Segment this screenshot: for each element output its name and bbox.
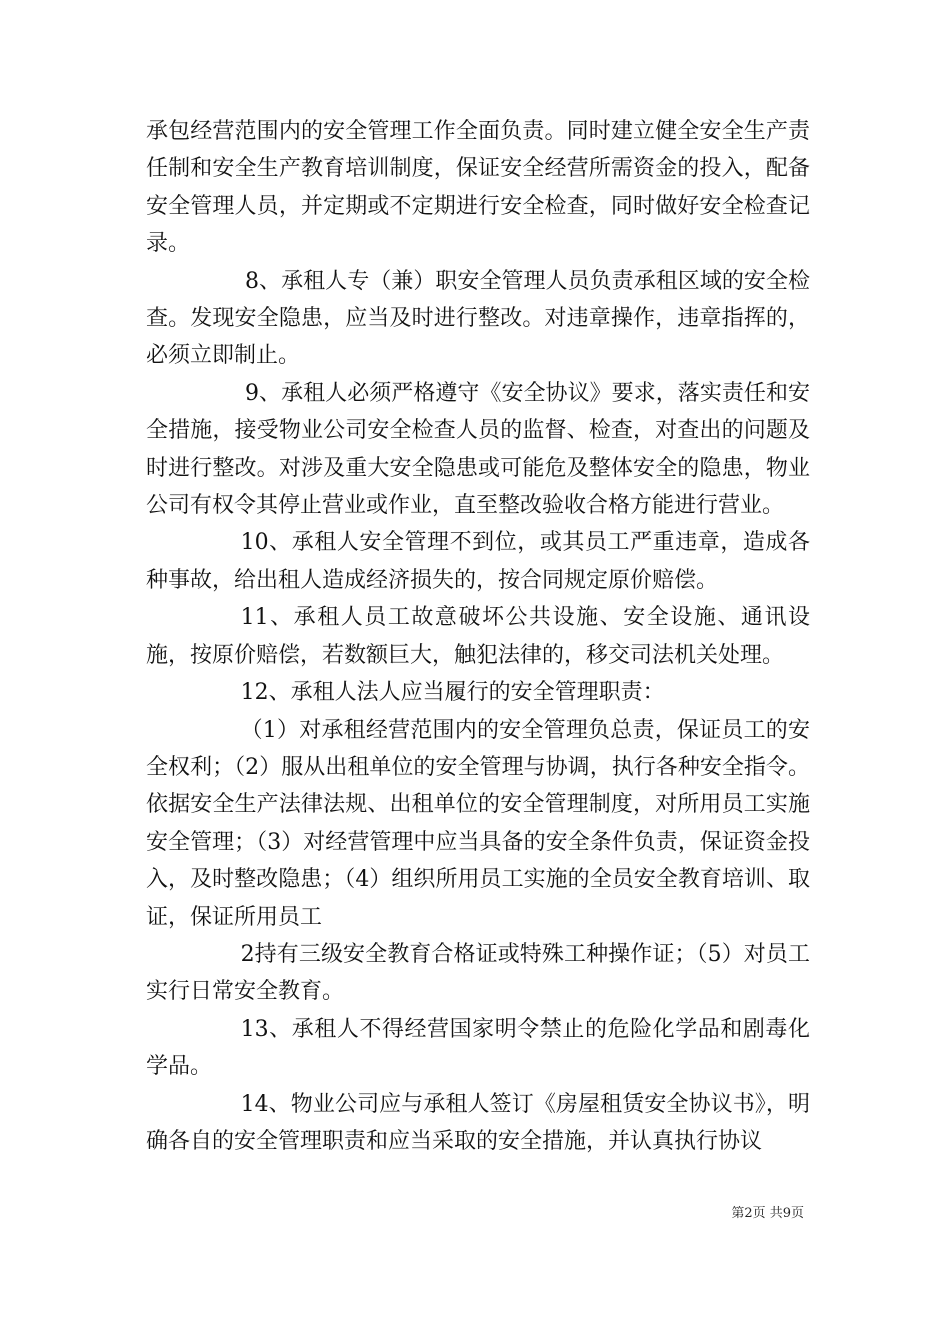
paragraph-14: 14、物业公司应与承租人签订《房屋租赁安全协议书》，明确各自的安全管理职责和应当采取的安全措施，并认真执行协议	[146, 1091, 810, 1154]
paragraph-13: 13、承租人不得经营国家明令禁止的危险化学品和剧毒化学品。	[146, 1016, 810, 1080]
paragraph-9: 9、承租人必须严格遵守《安全协议》要求，落实责任和安全措施，接受物业公司安全检查人员的监督、检查，对查出的问题及时进行整改。对涉及重大安全隐患或可能危及整体安全的隐患，物业公司有权令其停止营业或作业，直至整改验收合格方能进行营业。	[146, 380, 810, 519]
paragraph-12-continued: 2持有三级安全教育合格证或特殊工种操作证；（5）对员工实行日常安全教育。	[146, 941, 810, 1005]
paragraph-11: 11、承租人员工故意破坏公共设施、安全设施、通讯设施，按原价赔偿，若数额巨大，触犯法律的，移交司法机关处理。	[146, 605, 810, 668]
paragraph-1: 承包经营范围内的安全管理工作全面负责。同时建立健全安全生产责任制和安全生产教育培训制度，保证安全经营所需资金的投入，配备安全管理人员，并定期或不定期进行安全检查，同时做好安全检查记录。	[146, 119, 810, 257]
paragraph-10: 10、承租人安全管理不到位，或其员工严重违章，造成各种事故，给出租人造成经济损失的，按合同规定原价赔偿。	[146, 530, 810, 593]
paragraph-12: 12、承租人法人应当履行的安全管理职责：	[240, 680, 665, 706]
document-body	[146, 113, 810, 1160]
page-number: 第2页 共9页	[731, 1206, 804, 1221]
paragraph-12-items: （1）对承租经营范围内的安全管理负总责，保证员工的安全权利；（2）服从出租单位的安全管理与协调，执行各种安全指令。依据安全生产法律法规、出租单位的安全管理制度，对所用员工实施安全管理；（3）对经营管理中应当具备的安全条件负责，保证资金投入，及时整改隐患；（4）组织所用员工实施的全员安全教育培训、取证，保证所用员工	[146, 717, 810, 930]
paragraph-8: 8、承租人专（兼）职安全管理人员负责承租区域的安全检查。发现安全隐患，应当及时进行整改。对违章操作，违章指挥的，必须立即制止。	[146, 268, 810, 369]
